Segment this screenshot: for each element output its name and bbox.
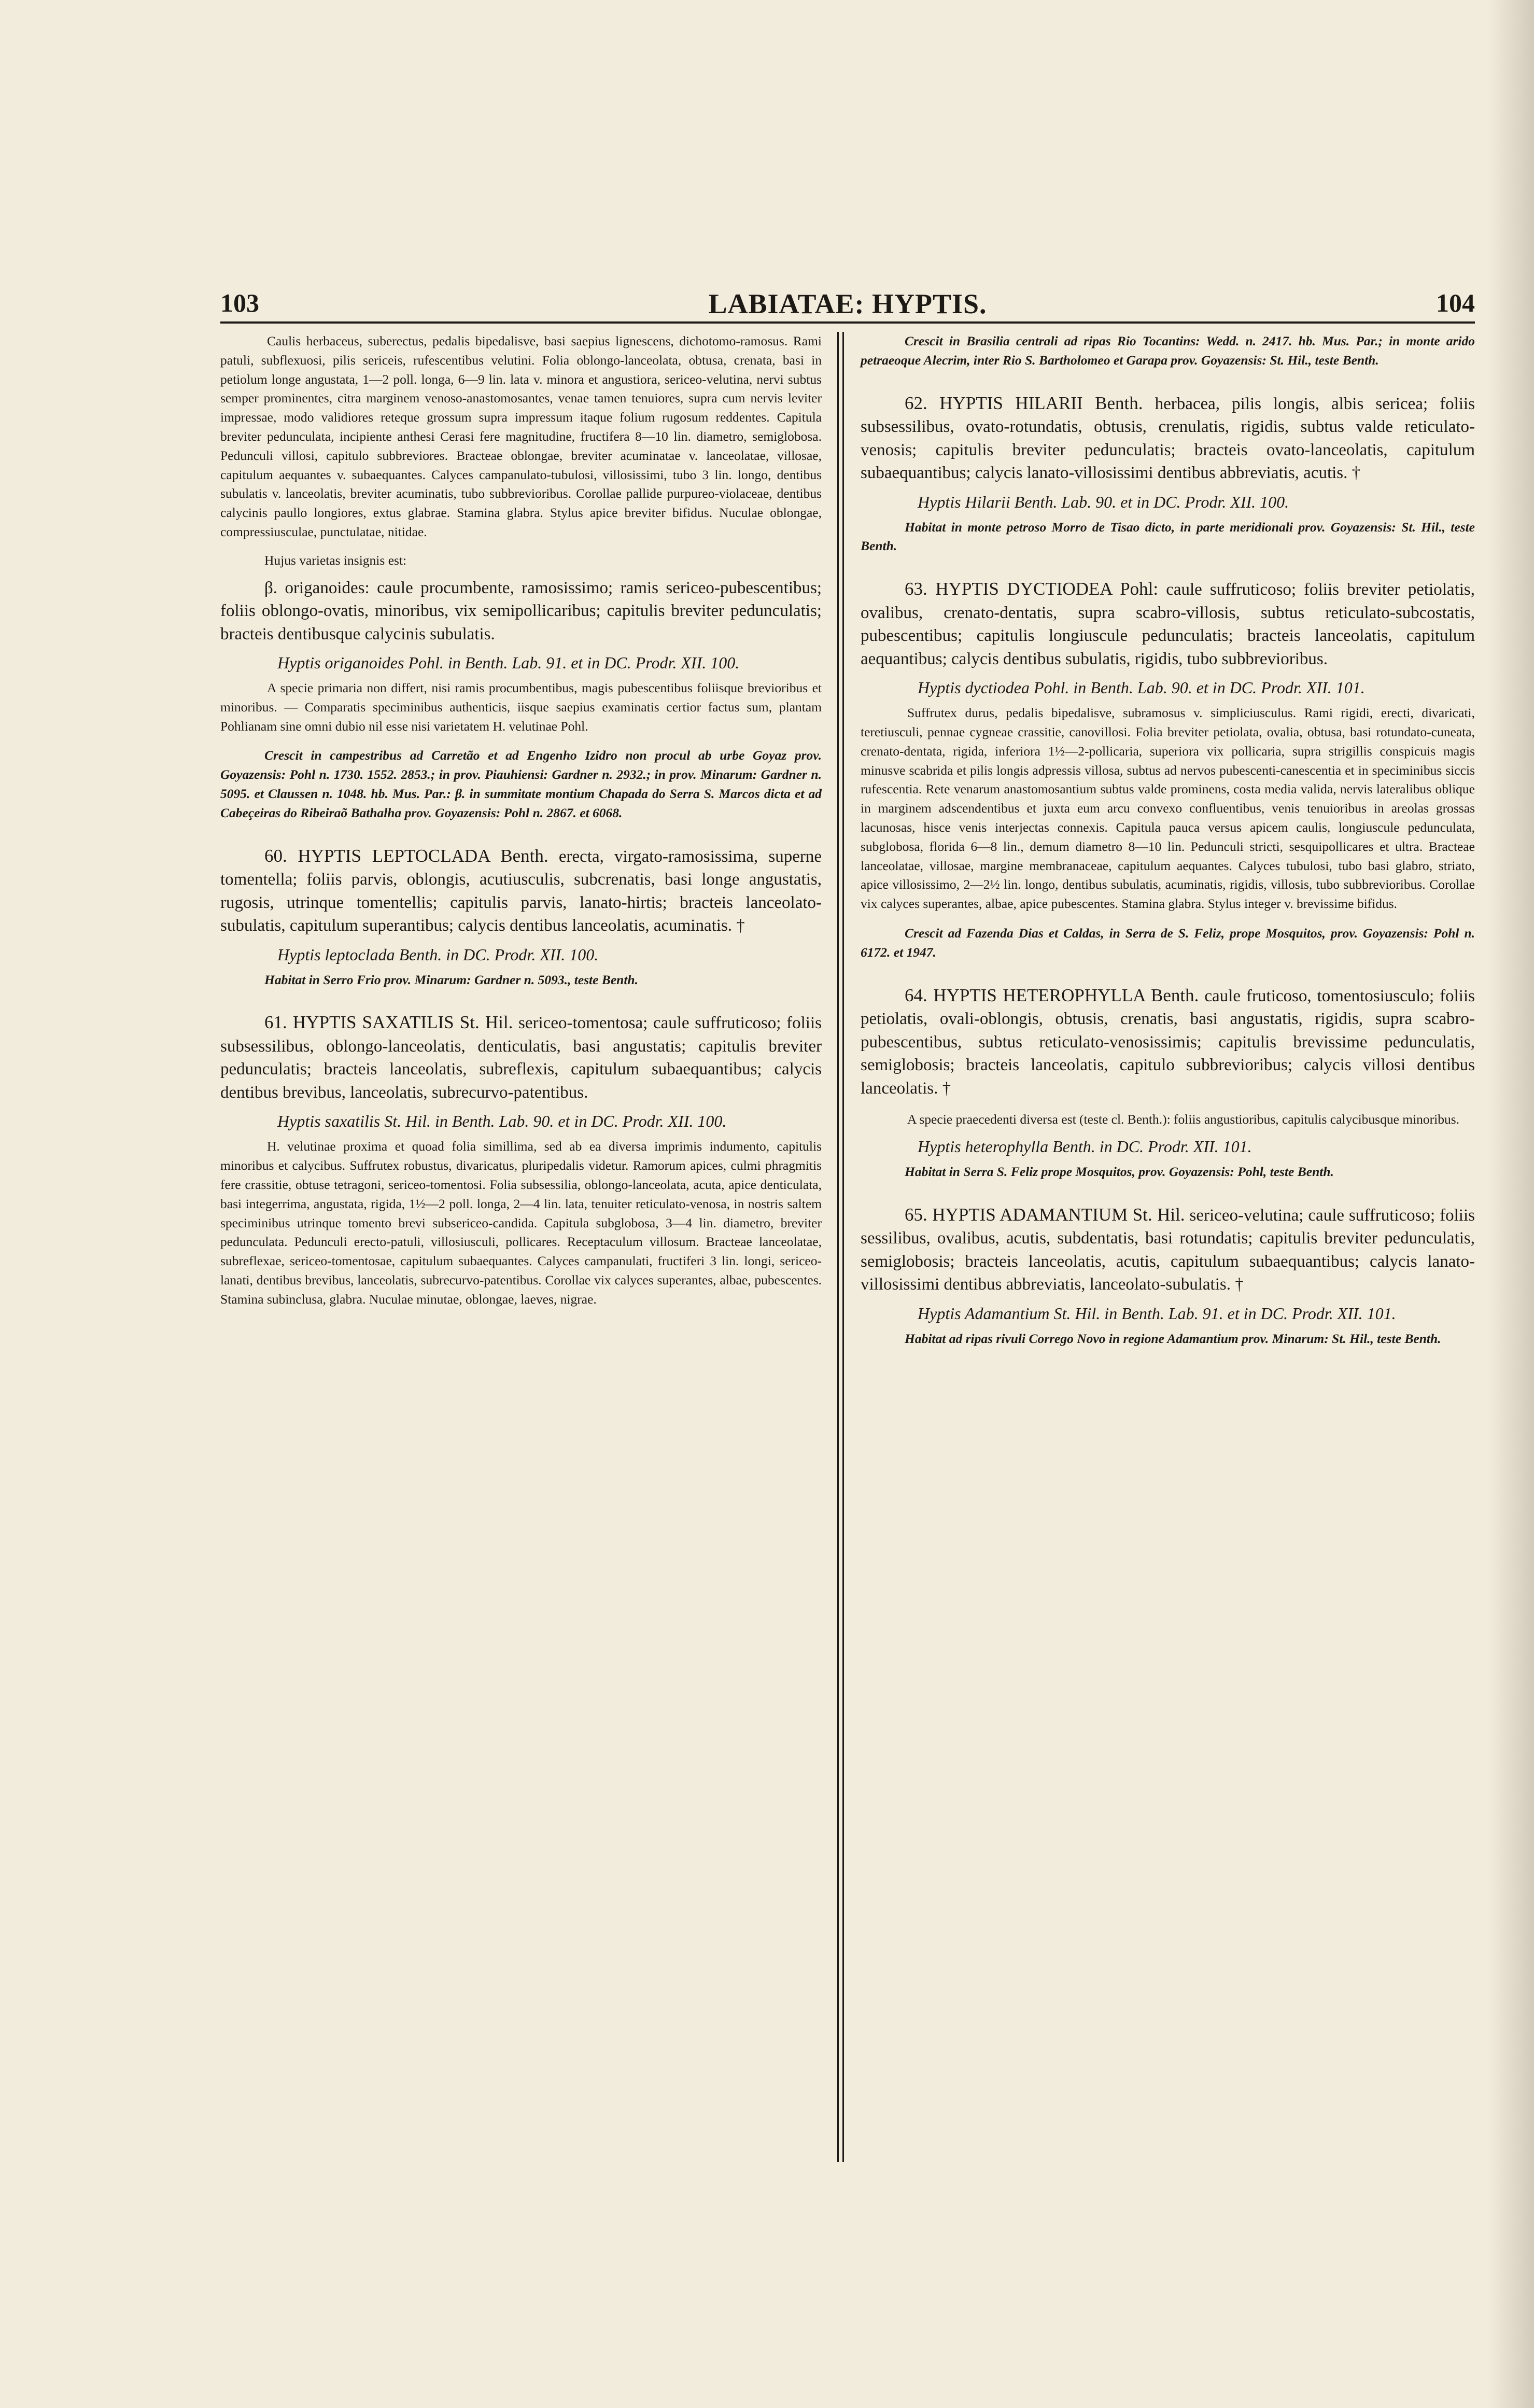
- header-rule: [220, 321, 1475, 324]
- species-63-note: Suffrutex durus, pedalis bipedalisve, subramosus v. simpliciusculus. Rami rigidi, erecti, divaricati, teretiusculi, pennae cygneae crassitie, canovillosi. Folia breviter petiolata, ovalia, obtusa, basi rotundato-cuneata, crenato-dentata, rigida, inferiora 1½—2-pollicaria, superiora vix pollicaria, supra strigillis conspicuis magis minusve scabrida et pilis longis adpressis villosa, subtus ad nervos pubescenti-canescentia et in speciminibus siccis rufescentia. Rete venarum anastomosantium subtus valde prominens, costa media valida, nervis lateralibus oblique in marginem adscendentibus et juxta eum arcu convexo confluentibus, venis tenuioribus in areolas grossas lacunosas, hisce venis interjectas connexis. Capitula pauca versus apicem caulis, longiuscule pedunculata, subglobosa, florida 6—8 lin., demum diametro 8—10 lin. Pedunculi stricti, sesquipollicares et ultra. Bracteae lanceolatae, villosae, margine membranaceae, capitulum aequantes. Calyces tubulosi, tubo basi glabro, striato, apice villosissimo, 2—2½ lin. longo, dentibus subulatis, acuminatis, rigidis, villosis, tubo subbrevioribus. Corollae vix calyces superantes, albae, apice pubescentes. Stamina glabra. Stylus integer v. brevissime bifidus.: [861, 705, 1475, 912]
- species-63-diagnosis: caule suffruticoso; foliis breviter petiolatis, ovalibus, crenato-dentatis, supra scabro-villosis, subtus reticulato-subcostatis, pubescentibus; capitulis longiuscule pedunculatis; bracteis lanceolatis, capitulum aequantibus; calycis dentibus subulatis, rigidis, tubo subbrevioribus.: [861, 580, 1475, 668]
- species-64-note: A specie praecedenti diversa est (teste cl. Benth.): foliis angustioribus, capitulis calycibusque minoribus.: [907, 1112, 1460, 1127]
- species-60-entry: [220, 845, 822, 937]
- species-64-diagnosis: caule fruticoso, tomentosiusculo; foliis petiolatis, ovali-oblongis, obtusis, crenatis, basi angustatis, rigidis, supra scabro-pubescentibus, subtus reticulato-venosissimis; capitulis brevissime pedunculatis, semiglobosis; bracteis lanceolatis, capitulo subbrevioribus; calycis villosi dentibus lanceolatis. †: [861, 986, 1475, 1098]
- species-65-locality: Habitat ad ripas rivuli Corrego Novo in regione Adamantium prov. Minarum: St. Hil., teste Benth.: [905, 1331, 1441, 1346]
- species-60-title: 60. HYPTIS LEPTOCLADA Benth.: [264, 845, 548, 866]
- species-64-locality: Habitat in Serra S. Feliz prope Mosquitos, prov. Goyazensis: Pohl, teste Benth.: [905, 1164, 1334, 1179]
- species-61-locality: Crescit in Brasilia centrali ad ripas Rio Tocantins: Wedd. n. 2417. hb. Mus. Par.; in monte arido petraeoque Alecrim, inter Rio S. Bartholomeo et Garapa prov. Goyazensis: St. Hil., teste Benth.: [861, 333, 1475, 368]
- species-62-title: 62. HYPTIS HILARII Benth.: [905, 393, 1143, 413]
- left-column: [220, 332, 822, 1309]
- variety-diagnosis: β. origanoides: caule procumbente, ramosissimo; ramis sericeo-pubescentibus; foliis oblongo-ovatis, minoribus, vix semipollicaribus; capitulis breviter pedunculatis; bracteis dentibusque calycinis subulatis.: [220, 578, 822, 643]
- species-64-reference: Hyptis heterophylla Benth. in DC. Prodr. XII. 101.: [918, 1137, 1252, 1156]
- running-title: LABIATAE: HYPTIS.: [708, 288, 987, 319]
- species-62-reference: Hyptis Hilarii Benth. Lab. 90. et in DC. Prodr. XII. 100.: [918, 492, 1289, 511]
- species-61-entry: [220, 1011, 822, 1104]
- species-63-reference: Hyptis dyctiodea Pohl. in Benth. Lab. 90. et in DC. Prodr. XII. 101.: [918, 678, 1365, 697]
- variety-note: A specie primaria non differt, nisi ramis procumbentibus, magis pubescentibus foliisque brevioribus et minoribus. — Comparatis speciminibus authenticis, iisque saepius examinatis certior factus sum, plantam Pohlianam sine omni dubio nil esse nisi varietatem H. velutinae Pohl.: [220, 680, 822, 734]
- column-divider: [837, 332, 839, 2162]
- species-64-entry: [861, 984, 1475, 1100]
- right-column: [861, 332, 1475, 1348]
- species-65-title: 65. HYPTIS ADAMANTIUM St. Hil.: [905, 1204, 1185, 1225]
- species-60-locality: Habitat in Serro Frio prov. Minarum: Gardner n. 5093., teste Benth.: [264, 972, 638, 987]
- page-edge-shadow: [1487, 0, 1534, 2408]
- species-60-reference: Hyptis leptoclada Benth. in DC. Prodr. XII. 100.: [277, 945, 599, 964]
- species-63-title: 63. HYPTIS DYCTIODEA Pohl:: [905, 579, 1159, 599]
- species-61-title: 61. HYPTIS SAXATILIS St. Hil.: [264, 1012, 513, 1033]
- species-64-title: 64. HYPTIS HETEROPHYLLA Benth.: [905, 985, 1199, 1005]
- species-62-entry: [861, 392, 1475, 485]
- species-65-reference: Hyptis Adamantium St. Hil. in Benth. Lab. 91. et in DC. Prodr. XII. 101.: [918, 1304, 1396, 1323]
- variety-locality: Crescit in campestribus ad Carretão et ad Engenho Izidro non procul ab urbe Goyaz prov. Goyazensis: Pohl n. 1730. 1552. 2853.; in prov. Piauhiensi: Gardner n. 2932.; in prov. Minarum: Gardner n. 5095. et Claussen n. 1048. hb. Mus. Par.: β. in summitate montium Chapada do Serra S. Marcos dicta et ad Cabeçeiras do Ribeiraõ Bathalha prov. Goyazensis: Pohl n. 2867. et 6068.: [220, 748, 822, 820]
- variety-intro: Hujus varietas insignis est:: [264, 552, 407, 568]
- species-63-entry: [861, 578, 1475, 670]
- running-header: [220, 288, 1475, 324]
- species-65-entry: [861, 1203, 1475, 1296]
- species-63-locality: Crescit ad Fazenda Dias et Caldas, in Serra de S. Feliz, prope Mosquitos, prov. Goyazensis: Pohl n. 6172. et 1947.: [861, 925, 1475, 960]
- species-60-diagnosis: erecta, virgato-ramosissima, superne tomentella; foliis parvis, oblongis, acutiusculis, subcrenatis, basi longe angustatis, rugosis, utrinque tomentellis; capitulis parvis, lanato-hirtis; bracteis lanceolato-subulatis, capitulum superantibus; calycis dentibus lanceolatis, acuminatis. †: [220, 847, 822, 935]
- description-paragraph: Caulis herbaceus, suberectus, pedalis bipedalisve, basi saepius lignescens, dichotomo-ramosus. Rami patuli, subflexuosi, pilis sericeis, rufescentibus velutini. Folia oblongo-lanceolata, obtusa, crenata, basi in petiolum longe angustata, 1—2 poll. longa, 6—9 lin. lata v. minora et angustiora, sericeo-velutina, nervi subtus semper prominentes, citra marginem venoso-anastomosantes, venae tamen tenuiores, supra cum nervis leviter impressae, modo validiores reteque grossum supra impressum itaque folium rugosum reddentes. Capitula breviter pedunculata, incipiente anthesi Cerasi fere magnitudine, fructifera 8—10 lin. diametro, semiglobosa. Pedunculi villosi, capitulo subbreviores. Bracteae oblongae, breviter acuminatae v. lanceolatae, villosae, capitulum aequantes v. subaequantes. Calyces campanulato-tubulosi, villosissimi, tubo 3 lin. longo, dentibus subulatis v. lanceolatis, breviter acuminatis, tubo subbrevioribus. Corollae pallide purpureo-violaceae, dentibus calycinis paullo longiores, extus glabrae. Stamina glabra. Stylus apice breviter bifidus. Nuculae oblongae, compressiusculae, punctulatae, nitidae.: [220, 333, 822, 539]
- species-65-diagnosis: sericeo-velutina; caule suffruticoso; foliis sessilibus, ovalibus, acutis, subdentatis, basi rotundatis; capitulis breviter pedunculatis, semiglobosis; bracteis lanceolatis, acutis, capitulum subaequantibus; calycis lanato-villosissimi dentibus abbreviatis, lanceolato-subulatis. †: [861, 1206, 1475, 1294]
- page-number-right: 104: [1436, 288, 1475, 317]
- species-61-reference: Hyptis saxatilis St. Hil. in Benth. Lab. 90. et in DC. Prodr. XII. 100.: [277, 1112, 727, 1131]
- variety-reference: Hyptis origanoides Pohl. in Benth. Lab. 91. et in DC. Prodr. XII. 100.: [277, 653, 740, 673]
- page-number-left: 103: [220, 288, 259, 317]
- species-62-locality: Habitat in monte petroso Morro de Tisao dicto, in parte meridionali prov. Goyazensis: St. Hil., teste Benth.: [861, 519, 1475, 554]
- column-divider: [842, 332, 844, 2162]
- species-61-note: H. velutinae proxima et quoad folia simillima, sed ab ea diversa imprimis indumento, capitulis minoribus et calycibus. Suffrutex robustus, divaricatus, pluripedalis videtur. Ramorum apices, culmi phragmitis fere crassitie, obtuse tetragoni, sericeo-tomentosi. Folia subsessilia, oblongo-lanceolata, acuta, apice denticulata, basi integerrima, angustata, rigida, 1½—2 poll. longa, 2—4 lin. lata, tenuiter reticulato-venosa, in nostris saltem speciminibus utrinque tomento brevi subsericeo-candida. Capitula subglobosa, 3—4 lin. diametro, breviter pedunculata. Pedunculi erecto-patuli, villosiusculi, pollicares. Receptaculum villosum. Bracteae lanceolatae, subreflexae, sericeo-tomentosae, capitulum subaequantes. Calyces campanulati, fructiferi 3 lin. longi, sericeo-lanati, dentibus brevibus, lanceolatis, subrecurvo-patentibus. Corollae vix calyces superantes, albae, pubescentes. Stamina subinclusa, glabra. Nuculae minutae, oblongae, laeves, nigrae.: [220, 1139, 822, 1307]
- species-62-diagnosis: herbacea, pilis longis, albis sericea; foliis subsessilibus, ovato-rotundatis, obtusis, crenulatis, rigidis, subtus valde reticulato-venosis; capitulis breviter pedunculatis; bracteis ovato-lanceolatis, capitulum subaequantibus; calycis lanato-villosissimi dentibus abbreviatis, acutis. †: [861, 394, 1475, 483]
- species-61-diagnosis: sericeo-tomentosa; caule suffruticoso; foliis subsessilibus, oblongo-lanceolatis, denticulatis, basi angustatis; capitulis breviter pedunculatis; bracteis lanceolatis, subreflexis, capitulum subaequantibus; calycis dentibus brevibus, lanceolatis, subrecurvo-patentibus.: [220, 1014, 822, 1102]
